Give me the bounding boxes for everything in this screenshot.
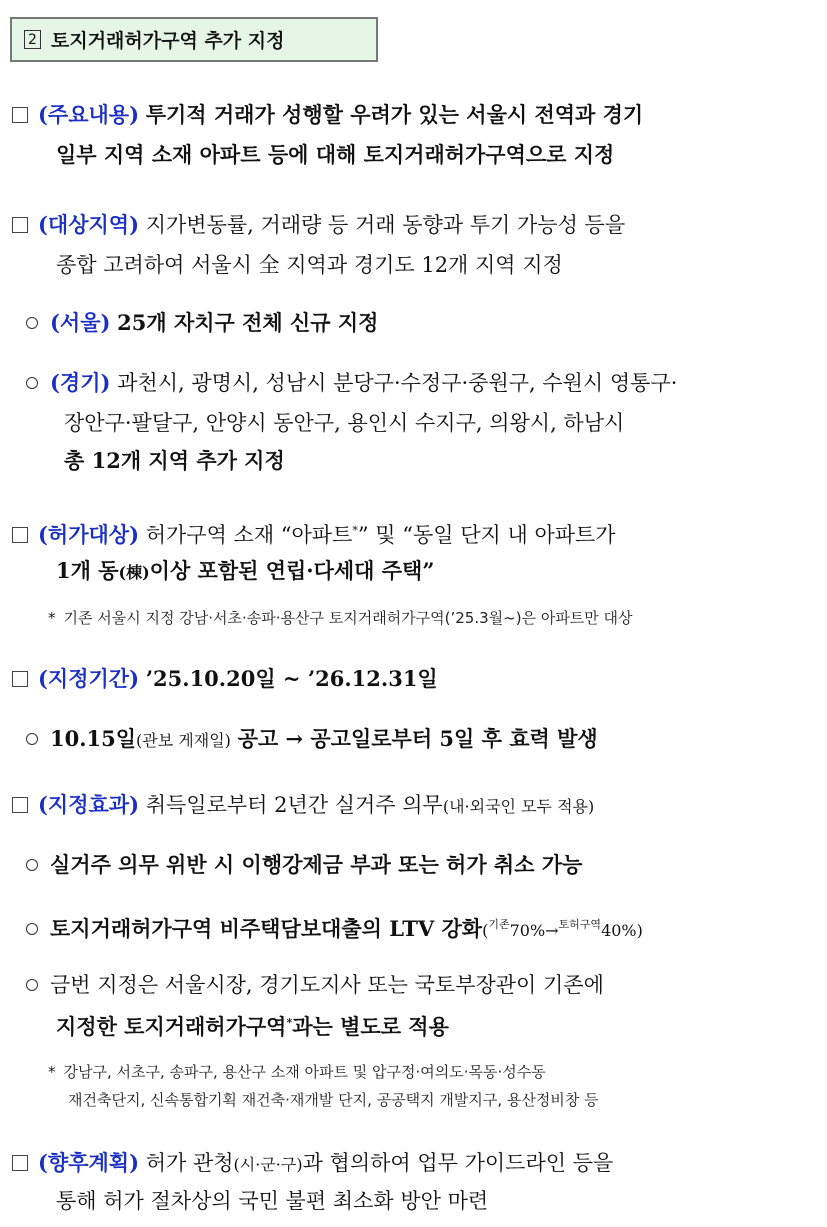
paren: ( xyxy=(482,921,489,940)
subitem-text: 과천시, 광명시, 성남시 분당구·수정구·중원구, 수원시 영통구· xyxy=(117,371,678,395)
item-text-cont: 종합 고려하여 서울시 全 지역과 경기도 12개 지역 지정 xyxy=(56,253,563,277)
footnote-marker: * xyxy=(286,1016,293,1029)
item-tag: (주요내용) xyxy=(38,102,140,127)
item-future-plan xyxy=(12,1148,613,1180)
footnote-text: 기존 서울시 지정 강남·서초·송파·용산구 토지거래허가구역(’25.3월~)은 아파트만 대상 xyxy=(63,609,633,627)
circle-bullet-icon xyxy=(26,733,38,745)
footnote-star: * xyxy=(48,1063,56,1081)
circle-bullet-icon xyxy=(26,979,38,991)
item-text: 허가 관청 xyxy=(145,1151,234,1175)
item-text: ’25.10.20일 ~ ’26.12.31일 xyxy=(145,666,438,691)
item-text-cont: 통해 허가 절차상의 국민 불편 최소화 방안 마련 xyxy=(56,1189,489,1213)
item-permit-target xyxy=(12,516,616,550)
subitem-tag: (서울) xyxy=(50,310,111,335)
ltv-detail xyxy=(482,918,643,940)
circle-bullet-icon xyxy=(26,859,38,871)
subitem-text-small: (관보 게재일) xyxy=(136,731,231,750)
item-tag: (대상지역) xyxy=(38,212,140,237)
item-main-content xyxy=(12,100,643,130)
checkbox-bullet-icon xyxy=(12,107,28,123)
subitem-text: 지정한 토지거래허가구역 xyxy=(56,1014,287,1039)
item-tag: (허가대상) xyxy=(38,522,140,547)
item-text: ” 및 “동일 단지 내 아파트가 xyxy=(357,523,616,547)
checkbox-bullet-icon xyxy=(12,1155,28,1171)
checkbox-bullet-icon xyxy=(12,217,28,233)
subitem-text: 25개 자치구 전체 신규 지정 xyxy=(117,310,379,335)
item-tag: (지정기간) xyxy=(38,666,140,691)
footnote xyxy=(48,1061,546,1083)
item-text: 지가변동률, 거래량 등 거래 동향과 투기 가능성 등을 xyxy=(145,213,626,237)
checkbox-bullet-icon xyxy=(12,527,28,543)
item-text-small: (내·외국인 모두 적용) xyxy=(442,797,595,816)
footnote-cont: 재건축단지, 신속통합기획 재건축·재개발 단지, 공공택지 개발지구, 용산정비창 등 xyxy=(68,1091,599,1109)
section-number: 2 xyxy=(24,30,41,49)
subitem-text-cont xyxy=(56,1008,449,1042)
ltv-after-label: 토허구역 xyxy=(558,918,602,931)
item-effect xyxy=(12,790,594,822)
item-text-cont xyxy=(56,556,434,588)
ltv-after-value: 40%) xyxy=(601,921,643,940)
subitem-text: 과는 별도로 적용 xyxy=(292,1014,449,1039)
checkbox-bullet-icon xyxy=(12,797,28,813)
item-text-cont: 일부 지역 소재 아파트 등에 대해 토지거래허가구역으로 지정 xyxy=(56,142,615,167)
footnote xyxy=(48,607,633,629)
item-text: 이상 포함된 연립·다세대 주택” xyxy=(149,558,435,583)
item-text: 투기적 거래가 성행할 우려가 있는 서울시 전역과 경기 xyxy=(145,102,644,127)
subitem-seoul xyxy=(26,308,378,338)
item-text-small: (棟) xyxy=(118,563,150,582)
subitem-ltv xyxy=(26,910,643,946)
subitem-text: 10.15일 xyxy=(50,726,137,751)
subitem-announcement xyxy=(26,724,598,756)
subitem-text: 금번 지정은 서울시장, 경기도지사 또는 국토부장관이 기존에 xyxy=(50,973,604,997)
item-period xyxy=(12,664,438,694)
circle-bullet-icon xyxy=(26,923,38,935)
footnote-text: 강남구, 서초구, 송파구, 용산구 소재 아파트 및 압구정·여의도·목동·성수동 xyxy=(63,1063,546,1081)
section-title-text: 토지거래허가구역 추가 지정 xyxy=(51,30,285,52)
circle-bullet-icon xyxy=(26,317,38,329)
footnote-star: * xyxy=(48,609,56,627)
subitem-violation xyxy=(26,850,582,880)
subitem-text: 공고 → 공고일로부터 5일 후 효력 발생 xyxy=(237,726,598,751)
subitem-text: 실거주 의무 위반 시 이행강제금 부과 또는 허가 취소 가능 xyxy=(50,852,583,877)
item-text: 1개 동 xyxy=(56,558,119,583)
item-target-area xyxy=(12,210,625,240)
subitem-text-cont: 총 12개 지역 추가 지정 xyxy=(64,448,285,473)
ltv-before-label: 기존 xyxy=(488,918,510,931)
subitem-text-cont: 장안구·팔달구, 안양시 동안구, 용인시 수지구, 의왕시, 하남시 xyxy=(64,411,625,435)
item-tag: (향후계획) xyxy=(38,1150,140,1175)
circle-bullet-icon xyxy=(26,377,38,389)
subitem-text: 토지거래허가구역 비주택담보대출의 LTV 강화 xyxy=(50,916,483,941)
section-title xyxy=(10,17,378,62)
item-text: 과 협의하여 업무 가이드라인 등을 xyxy=(302,1151,614,1175)
footnote-marker: * xyxy=(352,524,358,537)
item-text-small: (시·군·구) xyxy=(233,1155,303,1174)
ltv-before-value: 70%→ xyxy=(509,921,559,940)
checkbox-bullet-icon xyxy=(12,671,28,687)
subitem-gyeonggi xyxy=(26,368,677,398)
subitem-separate xyxy=(26,970,604,1000)
subitem-tag: (경기) xyxy=(50,370,111,395)
item-text: 허가구역 소재 “아파트 xyxy=(145,523,353,547)
item-tag: (지정효과) xyxy=(38,792,140,817)
item-text: 취득일로부터 2년간 실거주 의무 xyxy=(145,793,443,817)
